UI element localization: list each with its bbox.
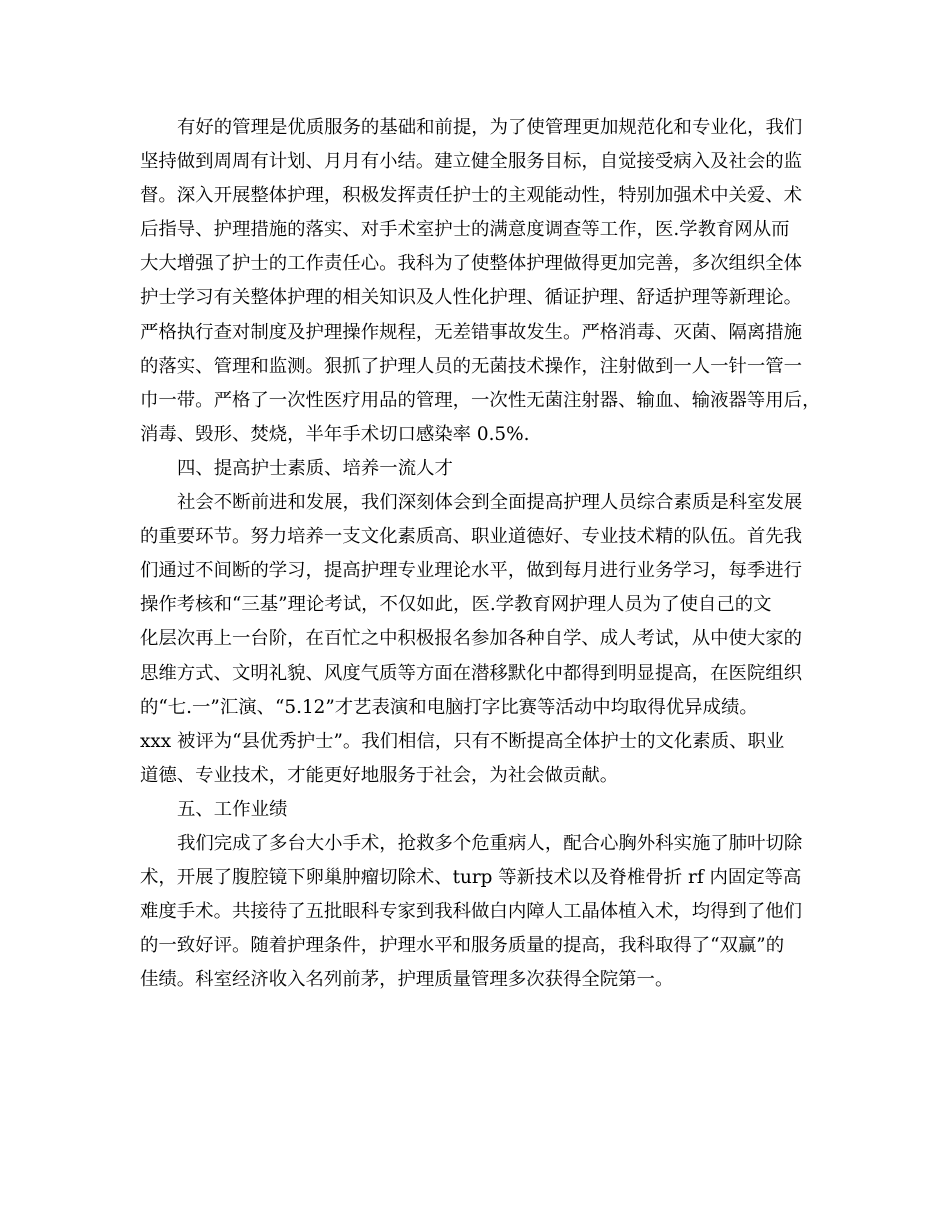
text-line: 们通过不间断的学习，提高护理专业理论水平，做到每月进行业务学习，每季进行	[140, 560, 803, 582]
text-line: 大大增强了护士的工作责任心。我科为了使整体护理做得更加完善，多次组织全体	[140, 253, 803, 275]
text-line: 术，开展了腹腔镜下卵巢肿瘤切除术、turp 等新技术以及脊椎骨折 rf 内固定等高	[140, 867, 802, 889]
text-line: 我们完成了多台大小手术，抢救多个危重病人，配合心胸外科实施了肺叶切除	[177, 832, 803, 854]
text-line: 严格执行查对制度及护理操作规程，无差错事故发生。严格消毒、灭菌、隔离措施	[140, 321, 803, 343]
document-body	[140, 111, 830, 997]
text-line: 坚持做到周周有计划、月月有小结。建立健全服务目标，自觉接受病入及社会的监	[140, 151, 803, 173]
text-line: 的落实、管理和监测。狠抓了护理人员的无菌技术操作，注射做到一人一针一管一	[140, 355, 803, 377]
text-line: 难度手术。共接待了五批眼科专家到我科做白内障人工晶体植入术，均得到了他们	[140, 901, 803, 923]
text-line: 化层次再上一台阶，在百忙之中积极报名参加各种自学、成人考试，从中使大家的	[140, 628, 803, 650]
text-line: 思维方式、文明礼貌、风度气质等方面在潜移默化中都得到明显提高，在医院组织	[140, 662, 803, 684]
text-line: 道德、专业技术，才能更好地服务于社会，为社会做贡献。	[140, 764, 619, 786]
text-line: xxx 被评为“县优秀护士”。我们相信，只有不断提高全体护士的文化素质、职业	[140, 730, 785, 752]
text-line: 后指导、护理措施的落实、对手术室护士的满意度调查等工作，医.学教育网从而	[140, 219, 790, 241]
text-line: 的重要环节。努力培养一支文化素质高、职业道德好、专业技术精的队伍。首先我	[140, 526, 803, 548]
text-line: 有好的管理是优质服务的基础和前提，为了使管理更加规范化和专业化，我们	[177, 117, 803, 138]
text-line: 护士学习有关整体护理的相关知识及人性化护理、循证护理、舒适护理等新理论。	[140, 287, 803, 309]
text-line: 佳绩。科室经济收入名列前茅，护理质量管理多次获得全院第一。	[140, 969, 674, 991]
text-line: 消毒、毁形、焚烧，半年手术切口感染率 0.5%.	[140, 423, 530, 445]
text-line: 督。深入开展整体护理，积极发挥责任护士的主观能动性，特别加强术中关爱、术	[140, 185, 803, 207]
text-line: 的“七.一”汇演、“5.12”才艺表演和电脑打字比赛等活动中均取得优异成绩。	[140, 696, 758, 718]
text-line: 操作考核和“三基”理论考试，不仅如此，医.学教育网护理人员为了使自己的文	[140, 594, 772, 616]
text-line: 的一致好评。随着护理条件，护理水平和服务质量的提高，我科取得了“双赢”的	[140, 935, 785, 957]
text-line: 五、工作业绩	[177, 798, 288, 820]
text-line: 社会不断前进和发展，我们深刻体会到全面提高护理人员综合素质是科室发展	[177, 492, 803, 514]
text-line: 巾一带。严格了一次性医疗用品的管理，一次性无菌注射器、输血、输液器等用后，	[140, 389, 821, 411]
text-line: 四、提高护士素质、培养一流人才	[177, 457, 453, 479]
